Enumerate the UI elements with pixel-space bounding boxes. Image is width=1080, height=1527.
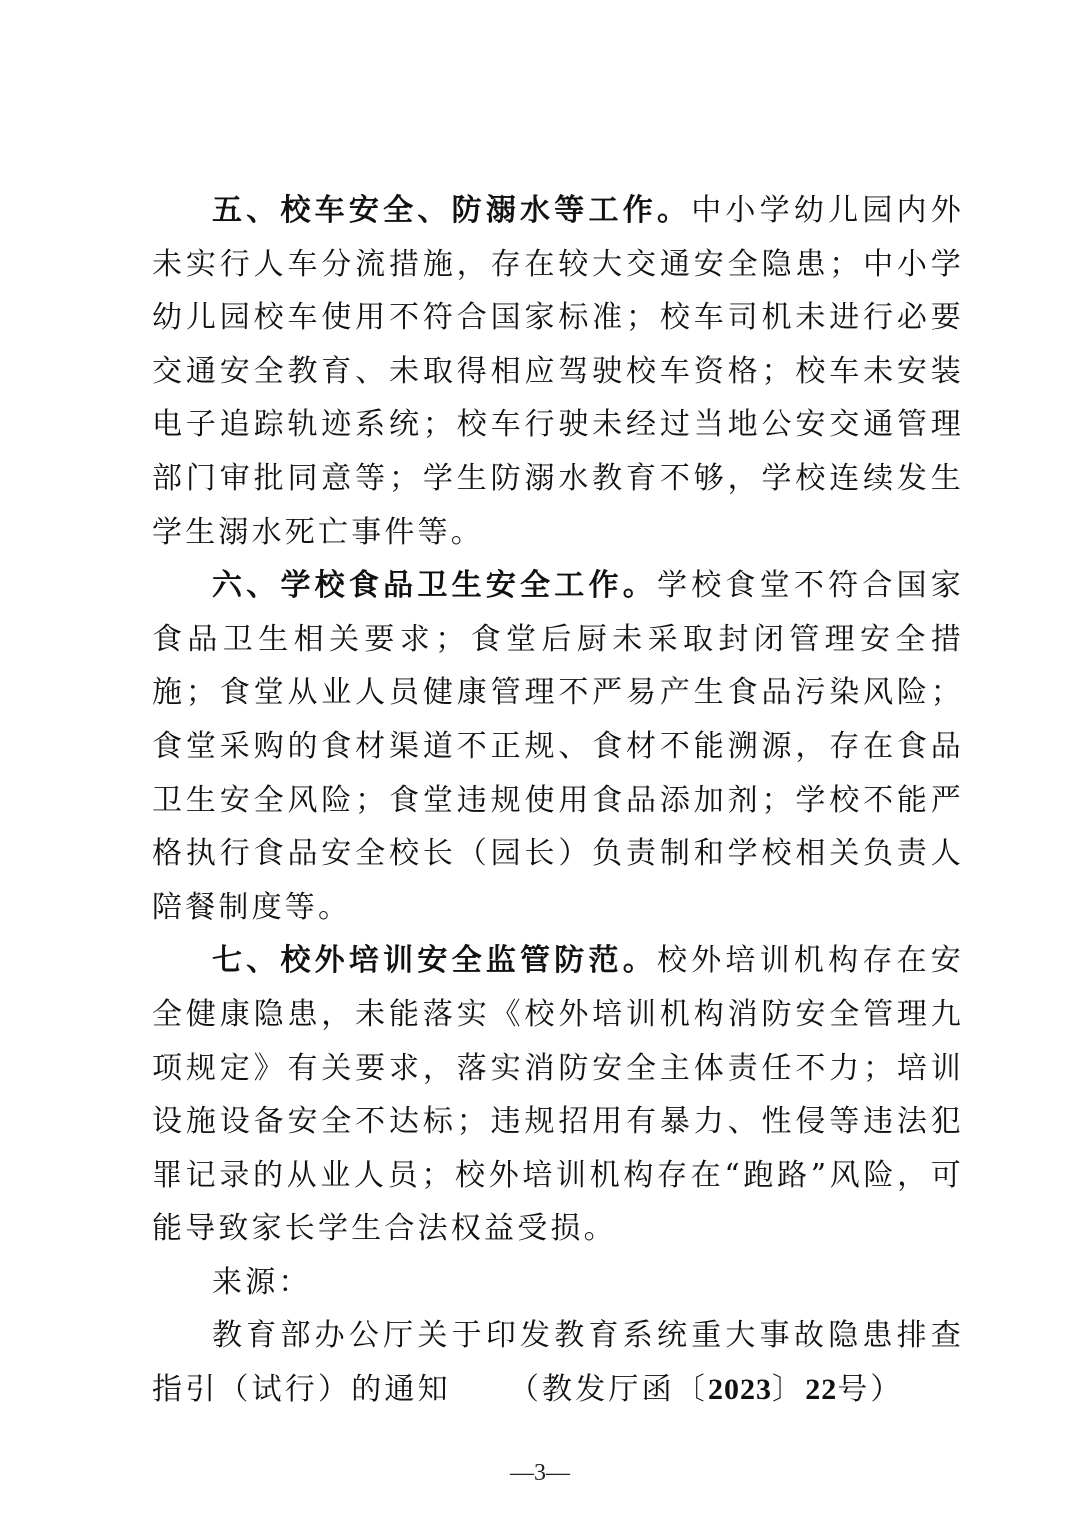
- section-6-paragraph: [152, 559, 964, 934]
- section-6-heading: 六、学校食品卫生安全工作。: [212, 568, 657, 604]
- document-body: [152, 184, 964, 1417]
- source-label: 来源：: [212, 1264, 312, 1300]
- doc-number-suffix: 号）: [837, 1372, 904, 1408]
- doc-number-serial: 22: [805, 1373, 838, 1407]
- doc-number-prefix: （教发厅函〔: [508, 1372, 709, 1408]
- section-5-text: 中小学幼儿园内外未实行人车分流措施，存在较大交通安全隐患；中小学幼儿园校车使用不符合国家标准；校车司机未进行必要交通安全教育、未取得相应驾驶校车资格；校车未安装电子追踪轨迹系统；校车行驶未经过当地公安交通管理部门审批同意等；学生防溺水教育不够，学校连续发生学生溺水死亡事件等。: [152, 193, 964, 550]
- section-5-paragraph: [152, 184, 964, 559]
- doc-number-year: 2023: [708, 1373, 773, 1407]
- source-title: 教育部办公厅关于印发教育系统重大事故隐患排查指引（试行）的通知: [152, 1318, 964, 1408]
- page-number: —3—: [510, 1460, 570, 1486]
- doc-number-mid: 〕: [772, 1372, 806, 1408]
- section-6-text: 学校食堂不符合国家食品卫生相关要求；食堂后厨未采取封闭管理安全措施；食堂从业人员健康管理不严易产生食品污染风险；食堂采购的食材渠道不正规、食材不能溯源，存在食品卫生安全风险；食堂违规使用食品添加剂；学校不能严格执行食品安全校长（园长）负责制和学校相关负责人陪餐制度等。: [152, 568, 964, 925]
- section-7-text: 校外培训机构存在安全健康隐患，未能落实《校外培训机构消防安全管理九项规定》有关要求，落实消防安全主体责任不力；培训设施设备安全不达标；违规招用有暴力、性侵等违法犯罪记录的从业人员；校外培训机构存在“跑路”风险，可能导致家长学生合法权益受损。: [152, 943, 964, 1247]
- section-7-paragraph: [152, 934, 964, 1256]
- source-citation: [152, 1309, 964, 1416]
- section-7-heading: 七、校外培训安全监管防范。: [212, 943, 657, 979]
- section-5-heading: 五、校车安全、防溺水等工作。: [212, 193, 692, 228]
